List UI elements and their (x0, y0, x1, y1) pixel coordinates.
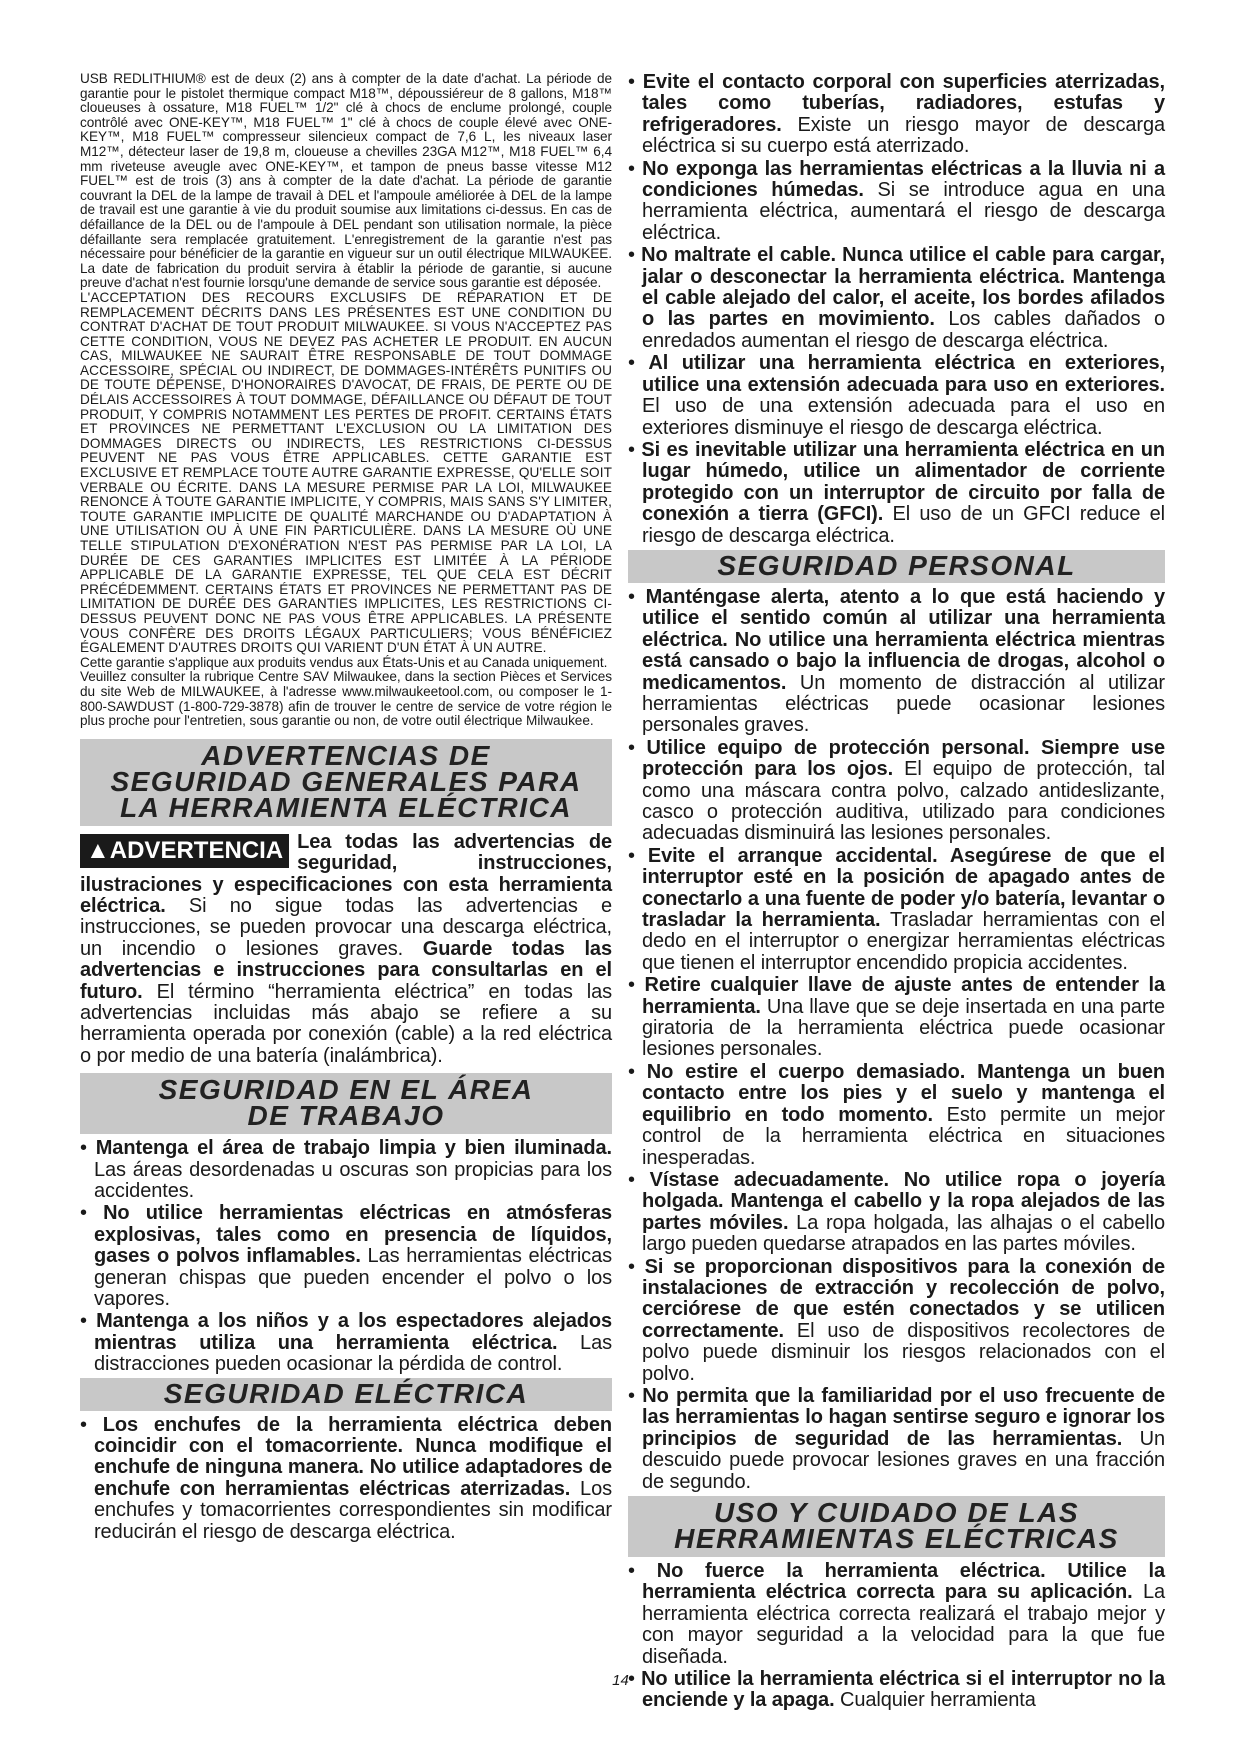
bullet: • (628, 736, 635, 759)
list-item-text: Un descuido puede provocar lesiones graves en una fracción de segundo. (642, 1427, 1165, 1493)
list-item-text: Las herramientas eléctricas generan chispas que pueden encender el polvo o los vapores. (94, 1245, 612, 1311)
warranty-fr-paragraph-3: Veuillez consulter la rubrique Centre SAV Milwaukee, dans la section Pièces et Services du site Web de MILWAUKEE, à l'adresse www.milwaukeetool.com, ou composer le 1-800-SAWDUST (1-800-729-3878) afin de trouver le centre de service de votre région le plus proche pour l'entretien, sous garantie ou non, de votre outil électrique Milwaukee. (80, 669, 612, 729)
list-item-text: El uso de dispositivos recolectores de polvo puede disminuir los riesgos relacionados con el polvo. (642, 1319, 1165, 1385)
list-item-lead: No maltrate el cable. Nunca utilice el cable para cargar, jalar o desconectar la herramienta eléctrica. Mantenga el cable alejado del calor, el aceite, los bordes afilados o las partes en movimiento. (641, 244, 1165, 331)
bullet: • (80, 1202, 87, 1225)
bullet: • (628, 1560, 635, 1582)
bullet: • (80, 1413, 87, 1436)
warning-badge-label: ADVERTENCIA (109, 836, 284, 864)
list-item-lead: No fuerce la herramienta eléctrica. Utilice la herramienta eléctrica correcta para su aplicación. (642, 1560, 1165, 1604)
heading-personal-safety: SEGURIDAD PERSONAL (628, 550, 1165, 583)
warranty-fr-caps-paragraph: L'ACCEPTATION DES RECOURS EXCLUSIFS DE RÉPARATION ET DE REMPLACEMENT DÉCRITS DANS LES PRÉSENTES EST UNE CONDITION DU CONTRAT D'ACHAT DE TOUT PRODUIT MILWAUKEE. SI VOUS N'ACCEPTEZ PAS CETTE CONDITION, VOUS NE DEVEZ PAS ACHETER LE PRODUIT. EN AUCUN CAS, MILWAUKEE NE SAURAIT ÊTRE RESPONSABLE DE TOUT DOMMAGE ACCESSOIRE, SPÉCIAL OU INDIRECT, DE DOMMAGES-INTÉRÊTS PUNITIFS OU DE TOUTE DÉPENSE, D'HONORAIRES D'AVOCAT, DE FRAIS, DE PERTE OU DE DÉLAIS ACCESSOIRES À TOUT DOMMAGE, DÉFAILLANCE OU DÉFAUT DE TOUT PRODUIT, Y COMPRIS NOTAMMENT LES PERTES DE PROFIT. CERTAINS ÉTATS ET PROVINCES NE PERMETTANT L'EXCLUSION OU LA LIMITATION DES DOMMAGES DIRECTS OU INDIRECTS, LES RESTRICTIONS CI-DESSUS PEUVENT NE PAS VOUS ÊTRE APPLICABLES. CETTE GARANTIE EST EXCLUSIVE ET REMPLACE TOUTE AUTRE GARANTIE EXPRESSE, QU'ELLE SOIT VERBALE OU ÉCRITE. DANS LA MESURE PERMISE PAR LA LOI, MILWAUKEE RENONCE À TOUTE GARANTIE IMPLICITE, Y COMPRIS, MAIS SANS S'Y LIMITER, TOUTE GARANTIE IMPLICITE DE QUALITÉ MARCHANDE OU D'ADAPTATION À UNE UTILISATION OU À UNE FIN PARTICULIÈRE. DANS LA MESURE OÙ UNE TELLE STIPULATION D'EXONÉRATION N'EST PAS PERMISE PAR LA LOI, LA DURÉE DE CES GARANTIES IMPLICITES EST LIMITÉE À LA PÉRIODE APPLICABLE DE LA GARANTIE EXPRESSE, TEL QUE CELA EST DÉCRIT PRÉCÉDEMMENT. CERTAINS ÉTATS ET PROVINCES NE PERMETTANT PAS DE LIMITATION DE DURÉE DES GARANTIES IMPLICITES, LES RESTRICTIONS CI-DESSUS PEUVENT DONC NE PAS VOUS ÊTRE APPLICABLES. LA PRÉSENTE VOUS CONFÈRE DES DROITS LÉGAUX PARTICULIERS; VOUS BÉNÉFICIEZ ÉGALEMENT D'AUTRES DROITS QUI VARIENT D'UN ÉTAT À UN AUTRE. (80, 289, 612, 656)
list-item (628, 353, 1165, 439)
list-item (80, 1311, 612, 1375)
list-item (628, 846, 1165, 974)
warranty-fr-paragraph-2: Cette garantie s'applique aux produits vendus aux États-Unis et au Canada uniquement. (80, 654, 608, 670)
tool-use-list (628, 1561, 1165, 1712)
work-area-list (80, 1138, 612, 1375)
warranty-fr-paragraph-1: USB REDLITHIUM® est de deux (2) ans à compter de la date d'achat. La période de garantie pour le pistolet thermique compact M18™, dépoussiéreur de 8 gallons, M18™ cloueuses à ossature, M18 FUEL™ 1/2" clé à chocs de enclume prolongé, couple contrôlé avec ONE-KEY™, M18 FUEL™ 1" clé à chocs de couple élevé avec ONE-KEY™, M18 FUEL™ compresseur silencieux compact de 7,6 L, les niveaux laser M12™, détecteur laser de 19,8 m, cloueuse a chevilles 23GA M12™, M18 FUEL™ 6,4 mm riveteuse aveugle avec ONE-KEY™, et tampon de pneus basse vitesse M12 FUEL™ est de trois (3) ans à compter de la date d'achat. La période de garantie couvrant la DEL de la lampe de travail à DEL et l'ampoule améliorée à DEL de la lampe de travail est une garantie à vie du produit soumise aux limitations ci-dessus. En cas de défaillance de la DEL ou de l'ampoule à DEL pendant son utilisation normale, la pièce défaillante sera remplacée gratuitement. L'enregistrement de la garantie n'est pas nécessaire pour bénéficier de la garantie en vigueur sur un outil électrique MILWAUKEE. La date de fabrication du produit servira à établir la période de garantie, si aucune preuve d'achat n'est fournie lorsqu'une demande de service sous garantie est déposée. (80, 71, 612, 291)
list-item-lead: Evite el arranque accidental. Asegúrese de que el interruptor esté en la posición de apagado antes de conectarlo a una fuente de poder y/o batería, levantar o trasladar la herramienta. (642, 844, 1165, 932)
bullet: • (628, 157, 635, 180)
list-item-text: La herramienta eléctrica correcta realizará el trabajo mejor y con mayor seguridad a la velocidad para la que fue diseñada. (642, 1581, 1165, 1668)
list-item-text: Una llave que se deje insertada en una parte giratoria de la herramienta eléctrica puede ocasionar lesiones personales. (642, 995, 1165, 1061)
heading-electrical-safety: SEGURIDAD ELÉCTRICA (80, 1378, 612, 1411)
list-item-lead: No permita que la familiaridad por el uso frecuente de las herramientas lo hagan sentirse seguro e ignorar los principios de seguridad de las herramientas. (642, 1384, 1165, 1450)
list-item-text: Si se introduce agua en una herramienta eléctrica, aumentará el riesgo de descarga eléctrica. (642, 179, 1165, 244)
warning-triangle-icon: ▲ (86, 836, 110, 864)
list-item-text: El uso de una extensión adecuada para el uso en exteriores disminuye el riesgo de descarga eléctrica. (642, 395, 1165, 439)
bullet: • (628, 244, 635, 267)
list-item-lead: No exponga las herramientas eléctricas a la lluvia ni a condiciones húmedas. (642, 157, 1165, 202)
right-column (628, 72, 1165, 1713)
list-item (628, 1257, 1165, 1385)
bullet: • (628, 1668, 635, 1691)
list-item (628, 587, 1165, 737)
list-item-text: El uso de un GFCI reduce el riesgo de descarga eléctrica. (642, 503, 1165, 547)
list-item (628, 72, 1165, 158)
list-item-text: Las áreas desordenadas u oscuras son propicias para los accidentes. (94, 1158, 612, 1202)
bullet: • (628, 1060, 635, 1083)
heading-tool-use-care: USO Y CUIDADO DE LAS HERRAMIENTAS ELÉCTRICAS (628, 1496, 1165, 1557)
bullet: • (628, 1255, 635, 1278)
list-item-text: La ropa holgada, las alhajas o el cabello largo pueden quedarse atrapados en las partes móviles. (642, 1211, 1165, 1256)
manual-page (80, 71, 1165, 1712)
list-item (628, 1561, 1165, 1668)
general-warning-block (80, 832, 612, 1067)
electrical-list-left (80, 1415, 612, 1543)
warning-badge (80, 834, 289, 868)
warning-bold-text-2: Guarde todas las advertencias e instrucciones para consultarlas en el futuro. (80, 937, 612, 1003)
personal-list (628, 587, 1165, 1493)
list-item-text: Cualquier herramienta (834, 1689, 1036, 1712)
list-item-lead: Evite el contacto corporal con superficies aterrizadas, tales como tuberías, radiadores, estufas y refrigeradores. (642, 71, 1165, 136)
electrical-list-right (628, 72, 1165, 547)
list-item-text: Existe un riesgo mayor de descarga eléctrica si su cuerpo está aterrizado. (642, 113, 1165, 158)
list-item-text: Esto permite un mejor control de la herramienta eléctrica en situaciones inesperadas. (642, 1103, 1165, 1169)
bullet: • (628, 844, 635, 867)
warning-text: Si no sigue todas las advertencias e instrucciones, se pueden provocar una descarga eléctrica, un incendio o lesiones graves. (80, 894, 612, 960)
bullet: • (628, 585, 635, 608)
bullet: • (80, 1137, 87, 1160)
list-item-lead: Utilice equipo de protección personal. Siempre use protección para los ojos. (642, 736, 1165, 781)
list-item (80, 1415, 612, 1543)
bullet: • (628, 1384, 635, 1407)
list-item (628, 975, 1165, 1061)
list-item-lead: Si se proporcionan dispositivos para la conexión de instalaciones de extracción y recolección de polvo, cerciórese de que estén conectados y se utilicen correctamente. (642, 1255, 1165, 1342)
list-item-text: Los enchufes y tomacorrientes correspondientes sin modificar reducirán el riesgo de descarga eléctrica. (94, 1477, 613, 1543)
list-item (628, 1062, 1165, 1169)
list-item-lead: No utilice la herramienta eléctrica si el interruptor no la enciende y la apaga. (641, 1668, 1165, 1712)
list-item-lead: Al utilizar una herramienta eléctrica en exteriores, utilice una extensión adecuada para uso en exteriores. (642, 352, 1165, 396)
bullet: • (628, 974, 635, 997)
bullet: • (628, 1168, 635, 1191)
list-item (628, 1170, 1165, 1256)
list-item (628, 159, 1165, 245)
list-item-text: Las distracciones pueden ocasionar la pérdida de control. (94, 1331, 612, 1376)
heading-general-warnings: ADVERTENCIAS DE SEGURIDAD GENERALES PARA LA HERRAMIENTA ELÉCTRICA (80, 739, 612, 826)
list-item (628, 1386, 1165, 1493)
list-item (628, 245, 1165, 352)
list-item-text: Un momento de distracción al utilizar herramientas eléctricas puede ocasionar lesiones personales graves. (642, 671, 1165, 737)
list-item (80, 1138, 612, 1202)
bullet: • (628, 438, 635, 461)
list-item (628, 440, 1165, 547)
heading-work-area: SEGURIDAD EN EL ÁREA DE TRABAJO (80, 1073, 612, 1134)
bullet: • (80, 1310, 87, 1333)
list-item-lead: Mantenga el área de trabajo limpia y bien iluminada. (95, 1137, 612, 1160)
bullet: • (628, 71, 635, 93)
list-item-lead: No estire el cuerpo demasiado. Mantenga un buen contacto entre los pies y el suelo y mantenga el equilibrio en todo momento. (642, 1060, 1165, 1126)
list-item-text: El equipo de protección, tal como una máscara contra polvo, calzado antideslizante, casco o protección auditiva, utilizado para condiciones adecuadas disminuirá las lesiones personales. (642, 758, 1165, 845)
list-item-lead: No utilice herramientas eléctricas en atmósferas explosivas, tales como en presencia de líquidos, gases o polvos inflamables. (94, 1202, 612, 1268)
list-item-lead: Mantenga a los niños y a los espectadores alejados mientras utiliza una herramienta eléctrica. (94, 1310, 612, 1354)
list-item-lead: Retire cualquier llave de ajuste antes de entender la herramienta. (642, 974, 1165, 1018)
warning-text-2: El término “herramienta eléctrica” en todas las advertencias incluidas más abajo se refiere a su herramienta operada por conexión (cable) a la red eléctrica o por medio de una batería (inalámbrica). (80, 980, 612, 1067)
warning-bold-text: Lea todas las advertencias de seguridad, instrucciones, ilustraciones y especificaciones con esta herramienta eléctrica. (80, 830, 612, 917)
bullet: • (628, 352, 635, 375)
list-item-text: Trasladar herramientas con el dedo en el interruptor o energizar herramientas eléctricas que tienen el interruptor encendido propicia accidentes. (642, 909, 1165, 974)
left-column (80, 72, 612, 1544)
list-item-lead: Los enchufes de la herramienta eléctrica deben coincidir con el tomacorriente. Nunca modifique el enchufe de ninguna manera. No utilice adaptadores de enchufe con herramientas eléctricas aterrizadas. (94, 1413, 612, 1500)
page-number: 14 (612, 1672, 629, 1689)
list-item-lead: Si es inevitable utilizar una herramienta eléctrica en un lugar húmedo, utilice un alimentador de corriente protegido con un interruptor de circuito por falla de conexión a tierra (GFCI). (641, 438, 1165, 526)
list-item-lead: Manténgase alerta, atento a lo que está haciendo y utilice el sentido común al utilizar una herramienta eléctrica. No utilice una herramienta eléctrica mientras está cansado o bajo la influencia de drogas, alcohol o medicamentos. (642, 585, 1165, 694)
list-item (628, 738, 1165, 845)
list-item-text: Los cables dañados o enredados aumentan el riesgo de descarga eléctrica. (642, 308, 1165, 352)
list-item-lead: Vístase adecuadamente. No utilice ropa o joyería holgada. Mantenga el cabello y la ropa alejados de las partes móviles. (642, 1168, 1165, 1234)
list-item (80, 1203, 612, 1310)
